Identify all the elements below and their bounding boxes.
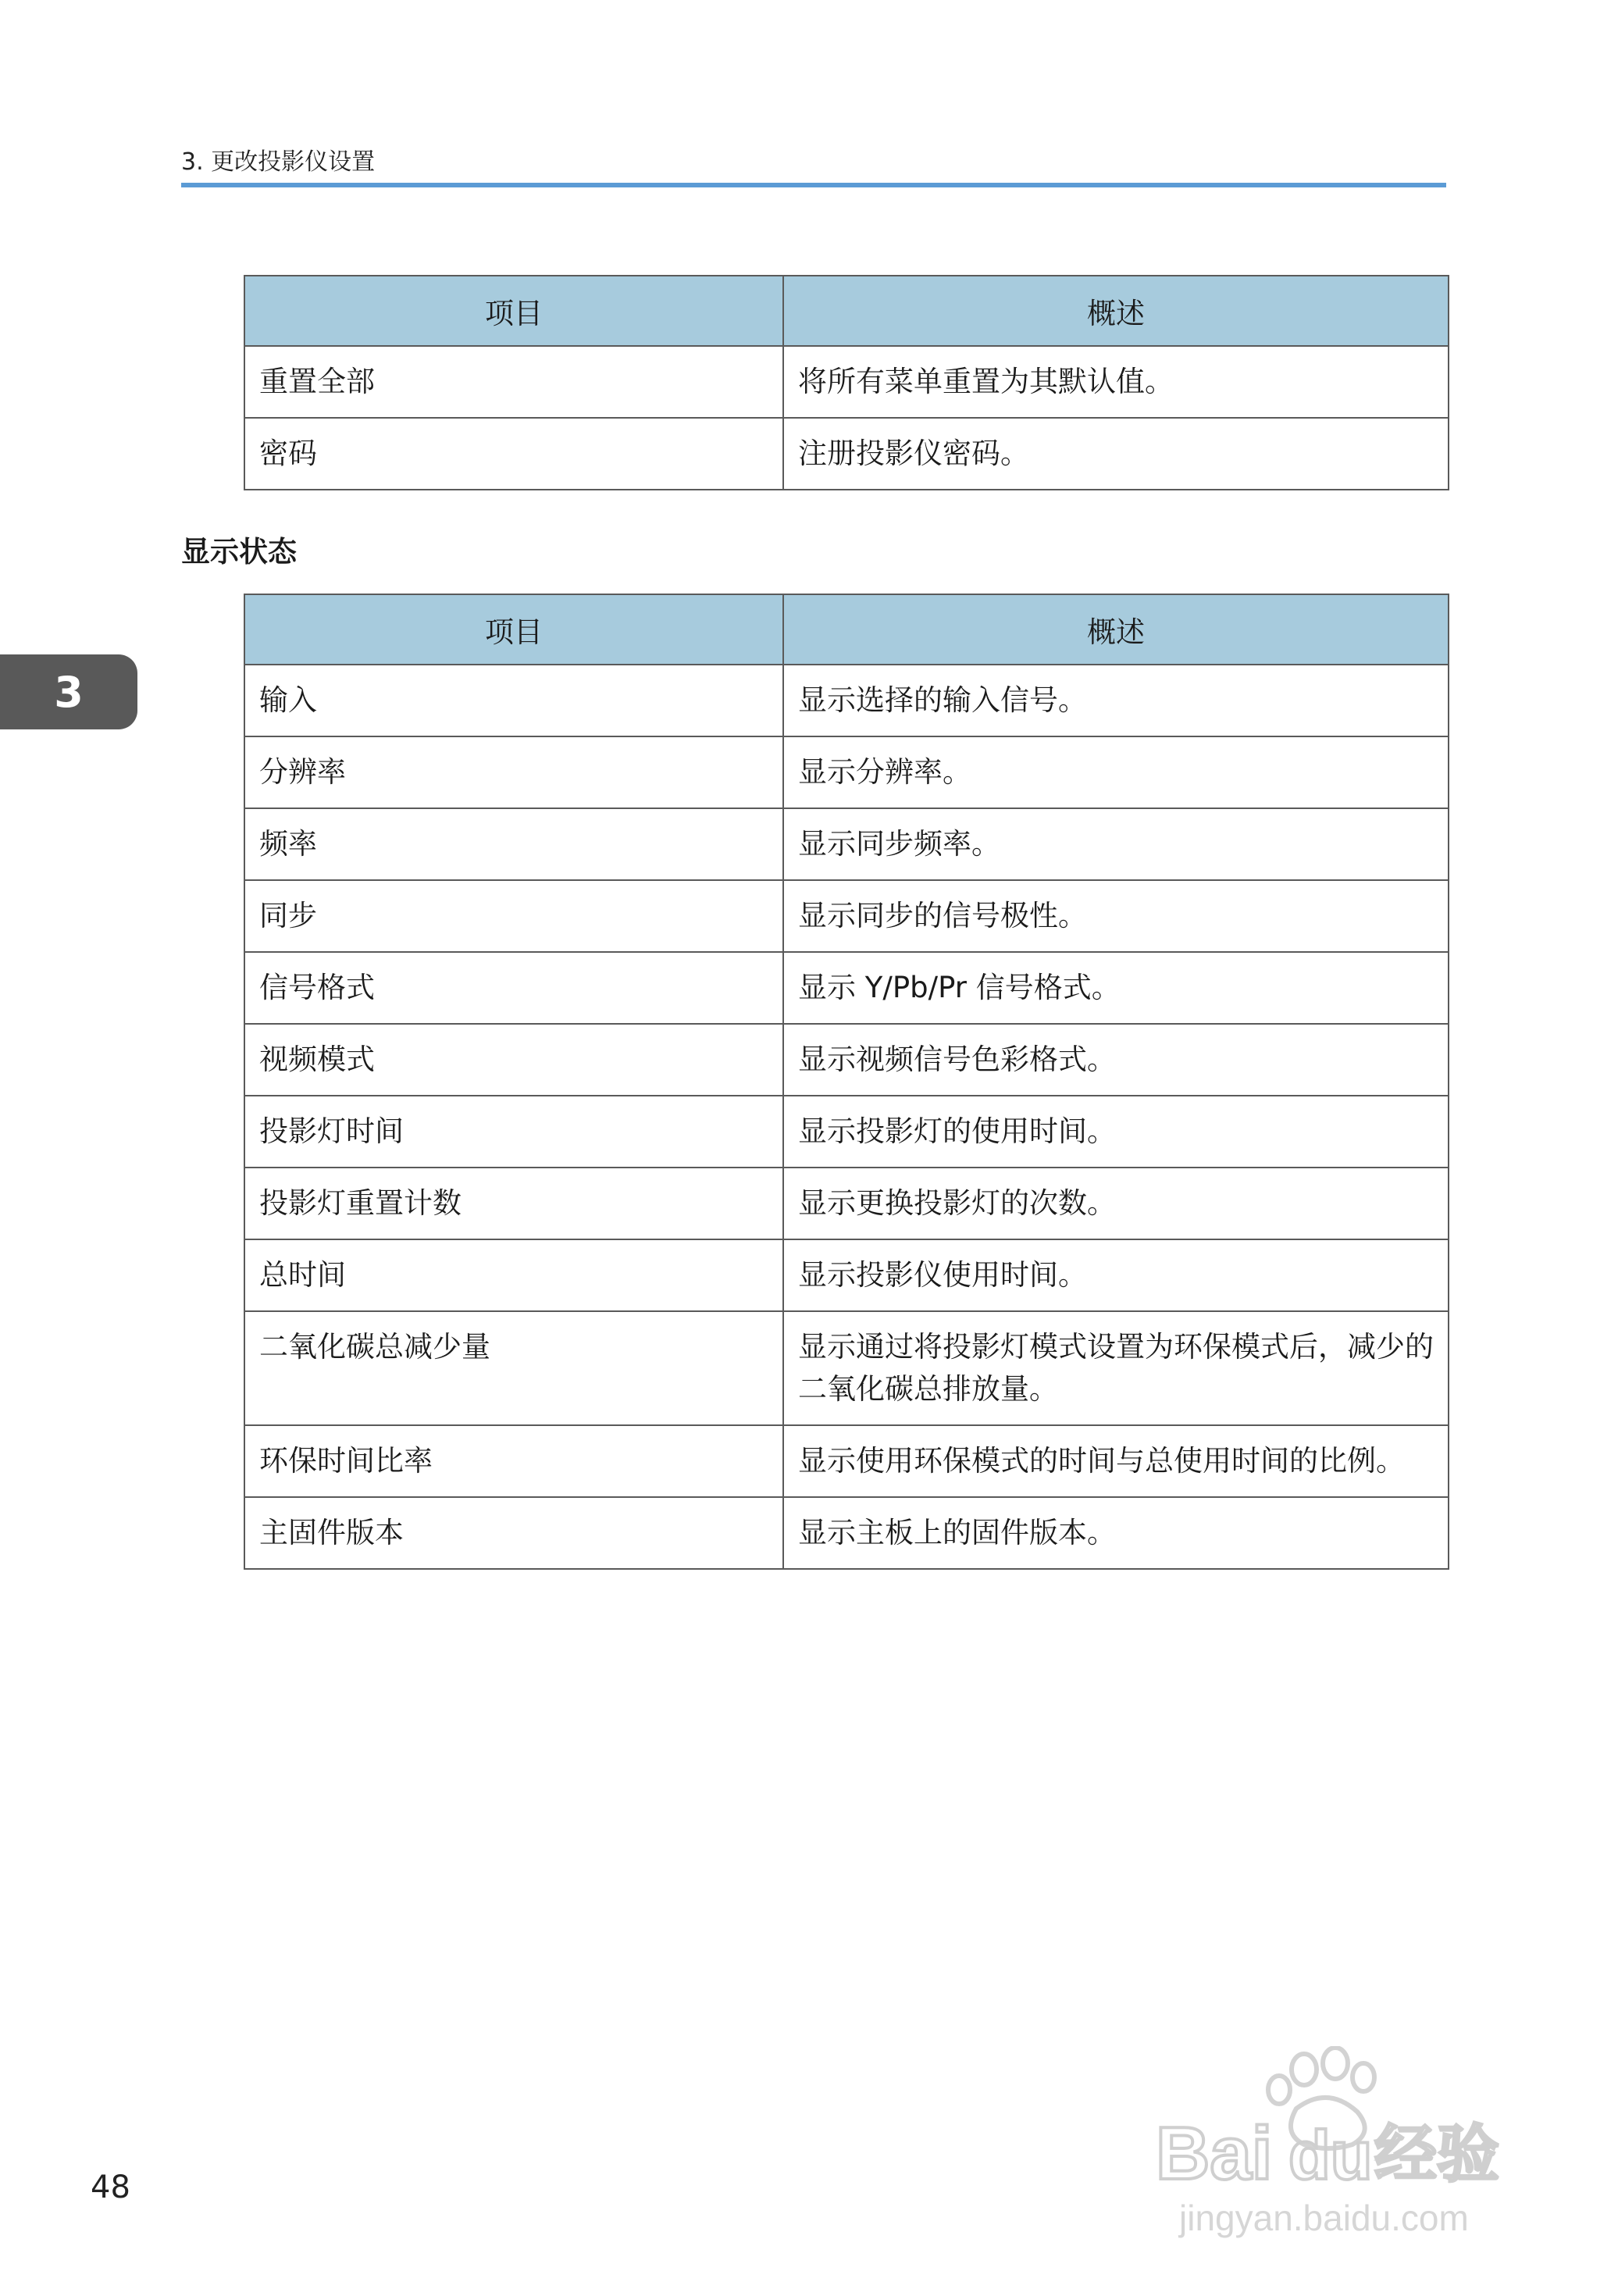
description-cell: 将所有菜单重置为其默认值。: [783, 346, 1449, 418]
section-title: 显示状态: [181, 535, 297, 569]
chapter-tab: [0, 654, 137, 729]
item-cell: 环保时间比率: [244, 1425, 783, 1497]
baidu-jingyan-watermark: [1148, 2046, 1538, 2241]
column-header-description: 概述: [783, 276, 1449, 346]
chapter-number: 3: [54, 667, 84, 717]
item-cell: 投影灯重置计数: [244, 1168, 783, 1239]
table-row: [244, 808, 1449, 880]
column-header-item: 项目: [244, 594, 783, 665]
table-row: [244, 1311, 1449, 1425]
item-cell: 重置全部: [244, 346, 783, 418]
description-cell: 显示视频信号色彩格式。: [783, 1024, 1449, 1096]
description-cell: 显示同步频率。: [783, 808, 1449, 880]
table-row: [244, 736, 1449, 808]
display-status-table: [244, 594, 1449, 1570]
description-cell: 显示通过将投影灯模式设置为环保模式后，减少的二氧化碳总排放量。: [783, 1311, 1449, 1425]
description-cell: 显示使用环保模式的时间与总使用时间的比例。: [783, 1425, 1449, 1497]
table-row: [244, 665, 1449, 736]
item-cell: 信号格式: [244, 952, 783, 1024]
reset-settings-table: [244, 275, 1449, 490]
watermark-service: 经验: [1374, 2118, 1499, 2191]
page-number: 48: [91, 2169, 130, 2205]
item-cell: 同步: [244, 880, 783, 952]
item-cell: 视频模式: [244, 1024, 783, 1096]
table-row: [244, 1497, 1449, 1569]
item-cell: 总时间: [244, 1239, 783, 1311]
description-cell: 显示投影仪使用时间。: [783, 1239, 1449, 1311]
watermark-url: jingyan.baidu.com: [1179, 2198, 1469, 2238]
description-cell: 显示更换投影灯的次数。: [783, 1168, 1449, 1239]
header-rule: [181, 183, 1446, 187]
table-row: [244, 1168, 1449, 1239]
description-cell: 注册投影仪密码。: [783, 418, 1449, 490]
description-cell: 显示分辨率。: [783, 736, 1449, 808]
table-header-row: [244, 276, 1449, 346]
item-cell: 密码: [244, 418, 783, 490]
table-row: [244, 1096, 1449, 1168]
running-header: 3. 更改投影仪设置: [181, 148, 376, 176]
table-row: [244, 418, 1449, 490]
watermark-brand-du: du: [1288, 2116, 1373, 2194]
table-row: [244, 1024, 1449, 1096]
item-cell: 二氧化碳总减少量: [244, 1311, 783, 1425]
description-cell: 显示投影灯的使用时间。: [783, 1096, 1449, 1168]
description-cell: 显示选择的输入信号。: [783, 665, 1449, 736]
table-header-row: [244, 594, 1449, 665]
item-cell: 分辨率: [244, 736, 783, 808]
item-cell: 主固件版本: [244, 1497, 783, 1569]
column-header-item: 项目: [244, 276, 783, 346]
item-cell: 频率: [244, 808, 783, 880]
column-header-description: 概述: [783, 594, 1449, 665]
description-cell: 显示主板上的固件版本。: [783, 1497, 1449, 1569]
table-row: [244, 880, 1449, 952]
item-cell: 输入: [244, 665, 783, 736]
table-row: [244, 346, 1449, 418]
item-cell: 投影灯时间: [244, 1096, 783, 1168]
table-row: [244, 1425, 1449, 1497]
description-cell: 显示同步的信号极性。: [783, 880, 1449, 952]
table-row: [244, 1239, 1449, 1311]
watermark-brand: Bai: [1156, 2112, 1273, 2195]
description-cell: 显示 Y/Pb/Pr 信号格式。: [783, 952, 1449, 1024]
table-row: [244, 952, 1449, 1024]
